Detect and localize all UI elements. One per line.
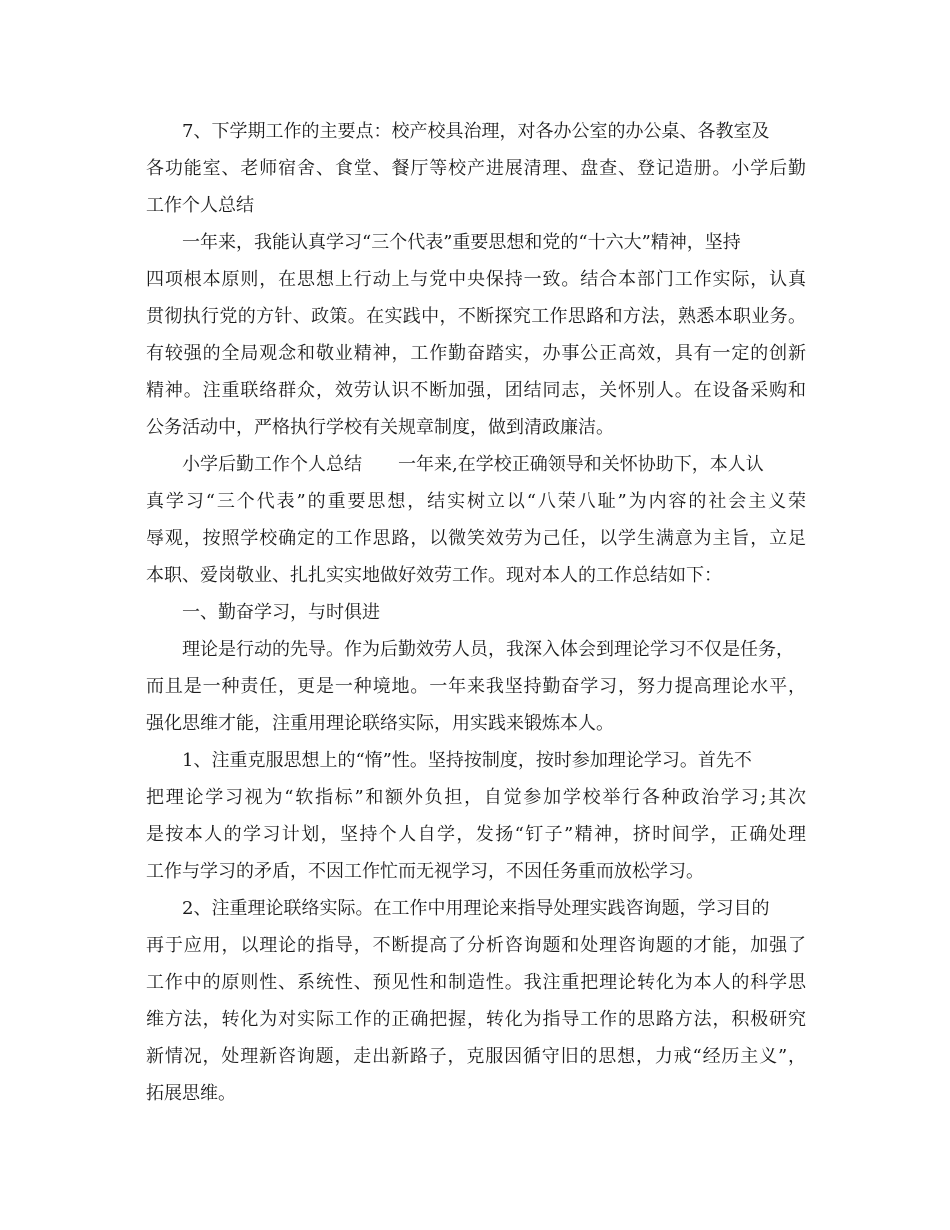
text-line: 精神。注重联络群众，效劳认识不断加强，团结同志，关怀别人。在设备采购和	[146, 380, 806, 401]
section-heading: 一、勤奋学习，与时俱进	[182, 602, 380, 623]
text-line: 本职、爱岗敬业、扎扎实实地做好效劳工作。现对本人的工作总结如下：	[146, 565, 722, 586]
text-line: 2、注重理论联络实际。在工作中用理论来指导处理实践咨询题，学习目的	[182, 898, 770, 919]
text-line: 工作中的原则性、系统性、预见性和制造性。我注重把理论转化为本人的科学思	[146, 972, 806, 993]
text-line: 公务活动中，严格执行学校有关规章制度，做到清政廉洁。	[146, 417, 614, 438]
text-line: 各功能室、老师宿舍、食堂、餐厅等校产进展清理、盘查、登记造册。小学后勤	[146, 158, 806, 179]
text-line: 新情况，处理新咨询题，走出新路子，克服因循守旧的思想，力戒“经历主义”，	[146, 1046, 806, 1067]
text-line: 7、下学期工作的主要点：校产校具治理，对各办公室的办公桌、各教室及	[182, 121, 770, 142]
document-body	[146, 113, 806, 1112]
text-line: 真学习“三个代表”的重要思想，结实树立以“八荣八耻”为内容的社会主义荣	[146, 491, 806, 512]
text-line: 再于应用，以理论的指导，不断提高了分析咨询题和处理咨询题的才能，加强了	[146, 935, 806, 956]
text-line: 工作个人总结	[146, 195, 254, 216]
text-line: 把理论学习视为“软指标”和额外负担，自觉参加学校举行各种政治学习;其次	[146, 787, 806, 808]
text-line: 1、注重克服思想上的“惰”性。坚持按制度，按时参加理论学习。首先不	[182, 750, 752, 771]
text-line: 一年来，我能认真学习“三个代表”重要思想和党的“十六大”精神，坚持	[182, 232, 741, 253]
text-line: 四项根本原则，在思想上行动上与党中央保持一致。结合本部门工作实际，认真	[146, 269, 806, 290]
text-line: 工作与学习的矛盾，不因工作忙而无视学习，不因任务重而放松学习。	[146, 861, 704, 882]
text-line: 是按本人的学习计划，坚持个人自学，发扬“钉子”精神，挤时间学，正确处理	[146, 824, 806, 845]
text-line: 小学后勤工作个人总结 一年来,在学校正确领导和关怀协助下，本人认	[182, 454, 764, 475]
text-line: 理论是行动的先导。作为后勤效劳人员，我深入体会到理论学习不仅是任务，	[182, 639, 794, 660]
text-line: 维方法，转化为对实际工作的正确把握，转化为指导工作的思路方法，积极研究	[146, 1009, 806, 1030]
text-line: 有较强的全局观念和敬业精神，工作勤奋踏实，办事公正高效，具有一定的创新	[146, 343, 806, 364]
text-line: 拓展思维。	[146, 1083, 236, 1104]
text-line: 辱观，按照学校确定的工作思路，以微笑效劳为己任，以学生满意为主旨，立足	[146, 528, 806, 549]
text-line: 贯彻执行党的方针、政策。在实践中，不断探究工作思路和方法，熟悉本职业务。	[146, 306, 806, 327]
text-line: 而且是一种责任，更是一种境地。一年来我坚持勤奋学习，努力提高理论水平，	[146, 676, 806, 697]
text-line: 强化思维才能，注重用理论联络实际，用实践来锻炼本人。	[146, 713, 614, 734]
